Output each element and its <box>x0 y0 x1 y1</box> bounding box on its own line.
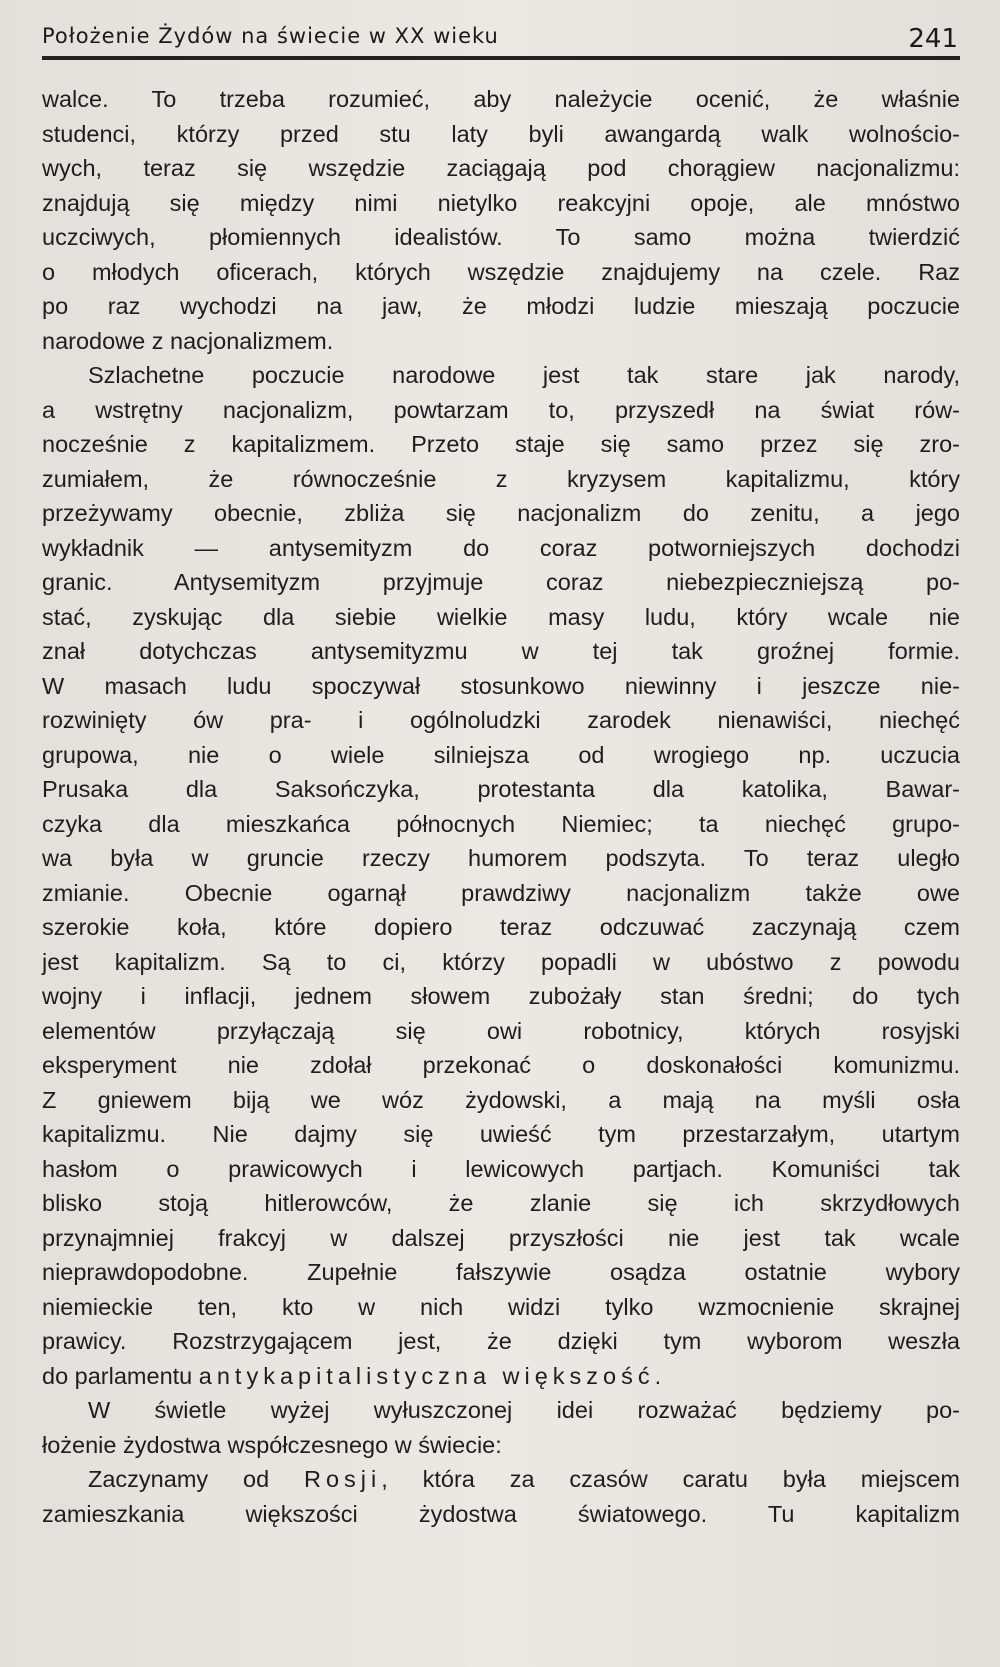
text-line: walce. To trzeba rozumieć, aby należycie ocenić, że właśnie <box>42 86 960 112</box>
text-line: zmianie. Obecnie ogarnął prawdziwy nacjonalizm także owe <box>42 879 960 906</box>
running-header <box>42 20 960 60</box>
text-line: nieprawdopodobne. Zupełnie fałszywie osądza ostatnie wybory <box>42 1259 960 1285</box>
text-line: Prusaka dla Saksończyka, protestanta dla katolika, Bawar- <box>42 776 960 802</box>
text-line: znał dotychczas antysemityzmu w tej tak groźnej formie. <box>42 638 960 664</box>
text-line: elementów przyłączają się owi robotnicy, których rosyjski <box>42 1017 960 1044</box>
text-line: przeżywamy obecnie, zbliża się nacjonalizm do zenitu, a jego <box>42 500 960 526</box>
text-line: Z gniewem biją we wóz żydowski, a mają na myśli osła <box>42 1086 960 1113</box>
text-line: po raz wychodzi na jaw, że młodzi ludzie mieszają poczucie <box>42 293 960 319</box>
text-line: uczciwych, płomiennych idealistów. To samo można twierdzić <box>42 224 960 250</box>
text-line: prawicy. Rozstrzygającem jest, że dzięki tym wyborom weszła <box>42 1328 960 1354</box>
text-line: wykładnik — antysemityzm do coraz potworniejszych dochodzi <box>42 534 960 561</box>
text-line: niemieckie ten, kto w nich widzi tylko wzmocnienie skrajnej <box>42 1293 960 1320</box>
text-line: grupowa, nie o wiele silniejsza od wrogiego np. uczucia <box>42 741 960 768</box>
text-line: zumiałem, że równocześnie z kryzysem kapitalizmu, który <box>42 465 960 492</box>
text-line-prefix: Zaczynamy od <box>88 1466 304 1492</box>
text-line: przynajmniej frakcyj w dalszej przyszłości nie jest tak wcale <box>42 1224 960 1251</box>
text-line: czyka dla mieszkańca północnych Niemiec; ta niechęć grupo- <box>42 810 960 837</box>
text-line: kapitalizmu. Nie dajmy się uwieść tym przestarzałym, utartym <box>42 1121 960 1147</box>
text-line-spaced <box>42 1359 960 1394</box>
text-line: rozwinięty ów pra- i ogólnoludzki zarodek nienawiści, niechęć <box>42 707 960 733</box>
header-rule <box>42 56 960 60</box>
body-text <box>42 82 960 1531</box>
paragraph-3 <box>42 1393 960 1462</box>
running-title: Położenie Żydów na świecie w XX wieku <box>42 24 499 48</box>
text-line: jest kapitalizm. Są to ci, którzy popadli w ubóstwo z powodu <box>42 948 960 975</box>
spaced-emphasis: antykapitalistyczna większość. <box>198 1362 667 1389</box>
text-line: stać, zyskując dla siebie wielkie masy ludu, który wcale nie <box>42 603 960 630</box>
paragraph-2 <box>42 358 960 1393</box>
text-line: eksperyment nie zdołał przekonać o doskonałości komunizmu. <box>42 1052 960 1078</box>
text-line: W masach ludu spoczywał stosunkowo niewinny i jeszcze nie- <box>42 672 960 699</box>
text-line: blisko stoją hitlerowców, że zlanie się ich skrzydłowych <box>42 1190 960 1216</box>
paragraph-1 <box>42 82 960 358</box>
text-line: studenci, którzy przed stu laty byli awangardą walk wolnościo- <box>42 120 960 147</box>
text-line: znajdują się między nimi nietylko reakcyjni opoje, ale mnóstwo <box>42 189 960 216</box>
text-line: nocześnie z kapitalizmem. Przeto staje się samo przez się zro- <box>42 431 960 457</box>
page-number: 241 <box>908 24 958 54</box>
text-line: granic. Antysemityzm przyjmuje coraz niebezpieczniejszą po- <box>42 569 960 595</box>
text-line: a wstrętny nacjonalizm, powtarzam to, przyszedł na świat rów- <box>42 396 960 423</box>
text-line: wych, teraz się wszędzie zaciągają pod chorągiew nacjonalizmu: <box>42 155 960 181</box>
text-line: hasłom o prawicowych i lewicowych partjach. Komuniści tak <box>42 1155 960 1182</box>
text-line: szerokie koła, które dopiero teraz odczuwać zaczynają czem <box>42 914 960 940</box>
paragraph-4 <box>42 1462 960 1531</box>
text-line: o młodych oficerach, których wszędzie znajdujemy na czele. Raz <box>42 258 960 285</box>
text-line: W świetle wyżej wyłuszczonej idei rozważać będziemy po- <box>88 1397 960 1423</box>
text-line: wojny i inflacji, jednem słowem zubożały stan średni; do tych <box>42 983 960 1009</box>
text-line-spaced <box>42 1462 960 1497</box>
text-line: zamieszkania większości żydostwa światowego. Tu kapitalizm <box>42 1500 960 1527</box>
text-line: narodowe z nacjonalizmem. <box>42 327 334 354</box>
text-line: łożenie żydostwa współczesnego w świecie: <box>42 1431 502 1458</box>
text-line: wa była w gruncie rzeczy humorem podszyta. To teraz uległo <box>42 845 960 871</box>
text-line: Szlachetne poczucie narodowe jest tak stare jak narody, <box>88 362 960 388</box>
spaced-emphasis: Rosji <box>304 1466 382 1492</box>
text-line-prefix: do parlamentu <box>42 1362 199 1389</box>
text-line-suffix: , która za czasów caratu była miejscem <box>381 1466 960 1492</box>
